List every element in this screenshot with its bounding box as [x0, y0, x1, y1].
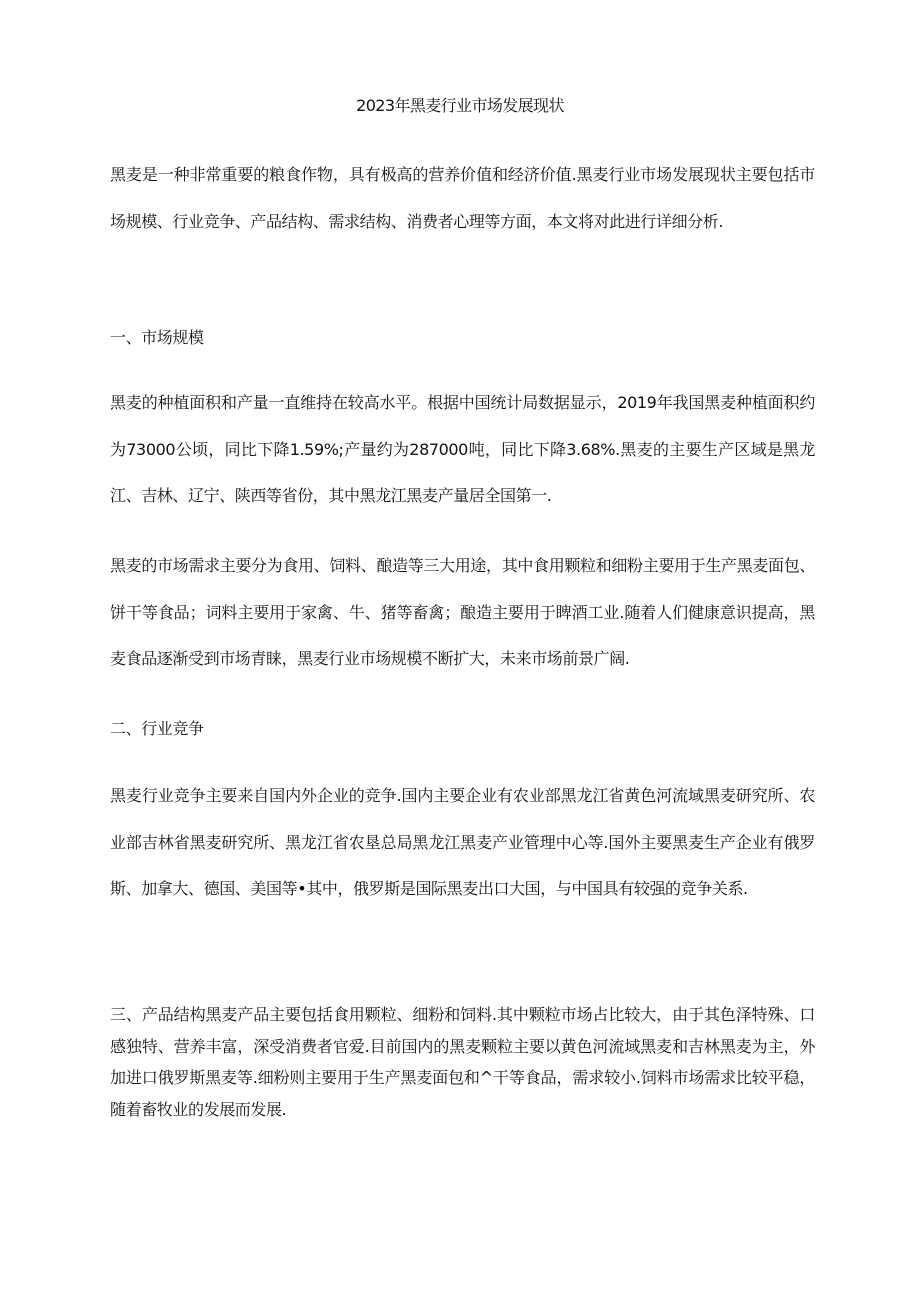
intro-paragraph: 黑麦是一种非常重要的粮食作物，具有极高的营养价值和经济价值.黑麦行业市场发展现状主要包括市场规模、行业竞争、产品结构、需求结构、消费者心理等方面，本文将对此进行详细分析. [110, 165, 815, 231]
competition-paragraph: 黑麦行业竞争主要来自国内外企业的竞争.国内主要企业有农业部黑龙江省黄色河流域黑麦研究所、农业部吉林省黑麦研究所、黑龙江省农垦总局黑龙江黑麦产业管理中心等.国外主要黑麦生产企业有俄罗斯、加拿大、德国、美国等•其中，俄罗斯是国际黑麦出口大国，与中国具有较强的竞争关系. [110, 786, 815, 898]
section-heading-competition: 二、行业竞争 [110, 719, 204, 738]
market-scale-paragraph-2: 黑麦的市场需求主要分为食用、饲料、酿造等三大用途，其中食用颗粒和细粉主要用于生产黑麦面包、饼干等食品；词料主要用于家禽、牛、猪等畜禽；酿造主要用于睥酒工业.随着人们健康意识提高，黑麦食品逐渐受到市场青睐，黑麦行业市场规模不断扩大，未来市场前景广阔. [110, 556, 815, 668]
market-scale-paragraph-1: 黑麦的种植面积和产量一直维持在较高水平。根据中国统计局数据显示，2019年我国黑麦种植面积约为73000公顷，同比下降1.59%;产量约为287000吨，同比下降3.68%.黑麦的主要生产区域是黑龙江、吉林、辽宁、陕西等省份，其中黑龙江黑麦产量居全国第一. [110, 393, 815, 505]
product-structure-paragraph: 三、产品结构黑麦产品主要包括食用颗粒、细粉和饲料.其中颗粒市场占比较大，由于其色泽特殊、口感独特、营养丰富，深受消费者官爱.目前国内的黑麦颗粒主要以黄色河流域黑麦和吉林黑麦为主，外加进口俄罗斯黑麦等.细粉则主要用于生产黑麦面包和^干等食品，需求较小.饲料市场需求比较平稳，随着畜牧业的发展而发展. [110, 1005, 815, 1119]
section-heading-market-scale: 一、市场规模 [110, 328, 204, 347]
document-title: 2023年黑麦行业市场发展现状 [356, 96, 564, 115]
